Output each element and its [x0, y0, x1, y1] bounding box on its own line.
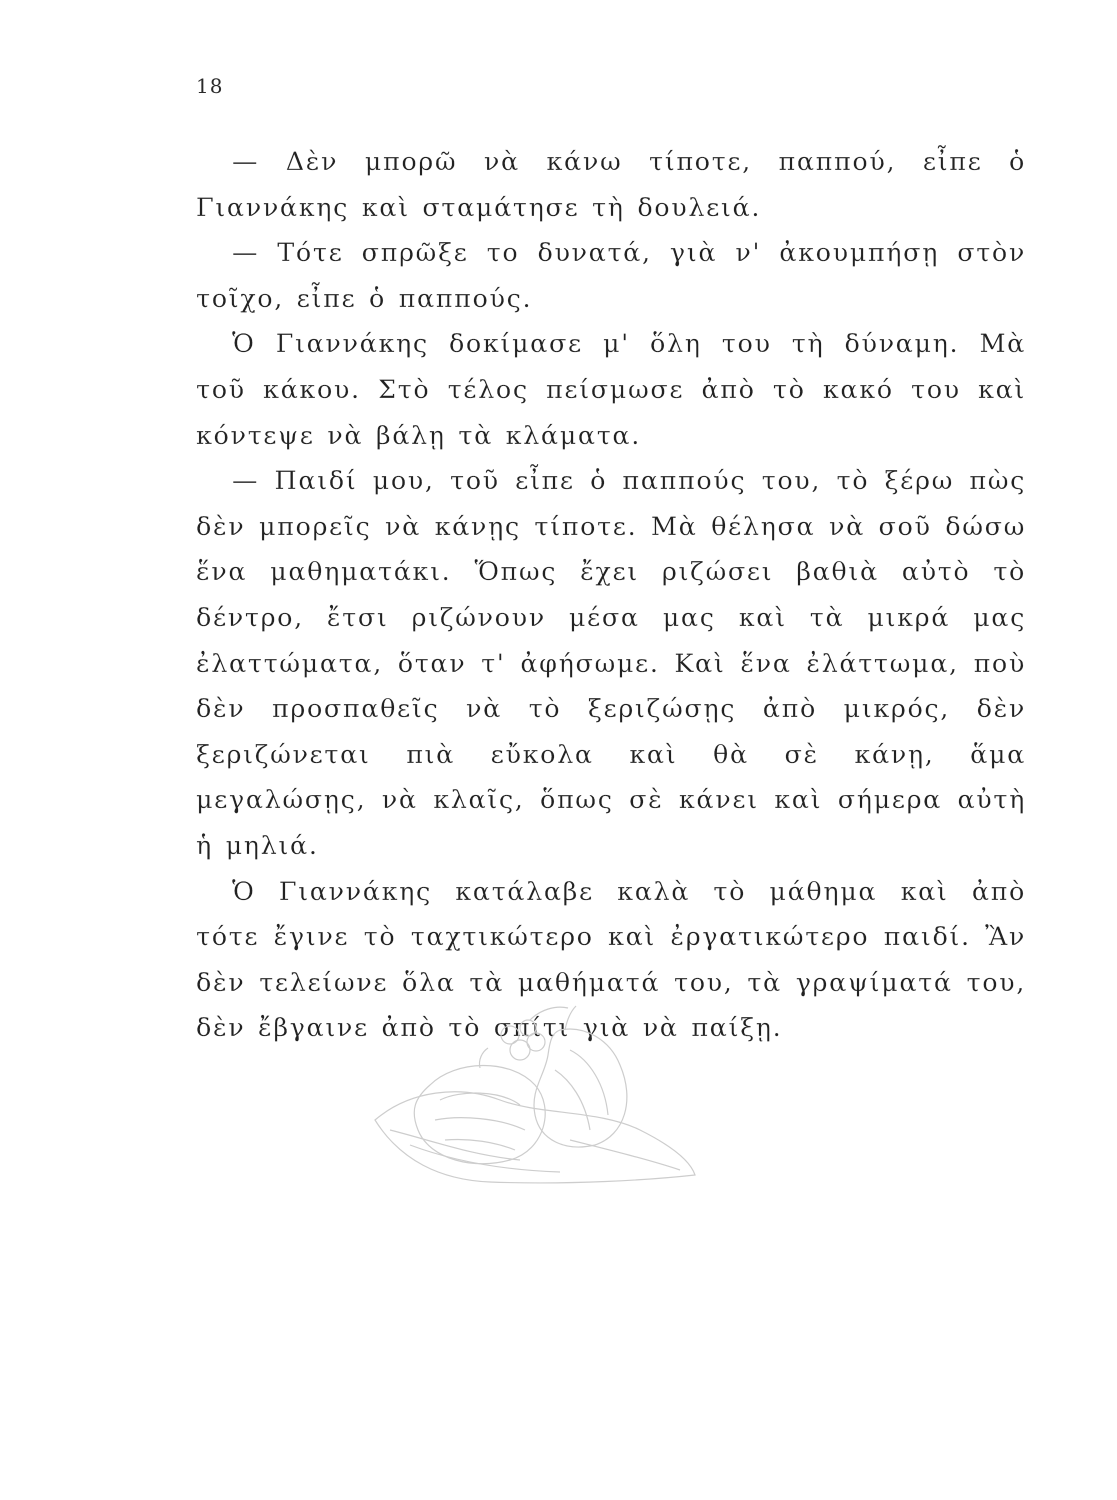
paragraph-4: — Παιδί μου, τοῦ εἶπε ὁ παππούς του, τὸ ξέρω πὼς δὲν μπορεῖς νὰ κάνῃς τίποτε. Μὰ θέλησα νὰ σοῦ δώσω ἕνα μαθηματάκι. Ὅπως ἔχει ριζώσει βαθιὰ αὐτὸ τὸ δέντρο, ἔτσι ριζώνουν μέσα μας καὶ τὰ μικρά μας ἐλαττώματα, ὅταν τ' ἀφήσωμε. Καὶ ἕνα ἐλάττωμα, ποὺ δὲν προσπαθεῖς νὰ τὸ ξεριζώσῃς ἀπὸ μικρός, δὲν ξεριζώνεται πιὰ εὔκολα καὶ θὰ σὲ κάνῃ, ἅμα μεγαλώσῃς, νὰ κλαῖς, ὅπως σὲ κάνει καὶ σήμερα αὐτὴ ἡ μηλιά.	[196, 466, 1026, 861]
fruit-still-life-vignette-icon	[370, 990, 700, 1190]
paragraph-1: — Δὲν μπορῶ νὰ κάνω τίποτε, παππού, εἶπε ὁ Γιαννάκης καὶ σταμάτησε τὴ δουλειά.	[196, 147, 1026, 223]
paragraph-5: Ὁ Γιαννάκης κατάλαβε καλὰ τὸ μάθημα καὶ ἀπὸ τότε ἔγινε τὸ ταχτικώτερο καὶ ἐργατικώτερο παιδί. Ἂν δὲν τελείωνε ὅλα τὰ μαθήματά του, τὰ γραψίματά του, δὲν ἔβγαινε ἀπὸ τὸ σπίτι γιὰ νὰ παίξῃ.	[196, 876, 1026, 1044]
paragraph-3: Ὁ Γιαννάκης δοκίμασε μ' ὅλη του τὴ δύναμη. Μὰ τοῦ κάκου. Στὸ τέλος πείσμωσε ἀπὸ τὸ κακό του καὶ κόντεψε νὰ βάλῃ τὰ κλάματα.	[196, 329, 1026, 451]
body-text	[196, 140, 1026, 1052]
paragraph-2: — Τότε σπρῶξε το δυνατά, γιὰ ν' ἀκουμπήσῃ στὸν τοῖχο, εἶπε ὁ παππούς.	[196, 238, 1026, 314]
page-number: 18	[196, 74, 224, 98]
